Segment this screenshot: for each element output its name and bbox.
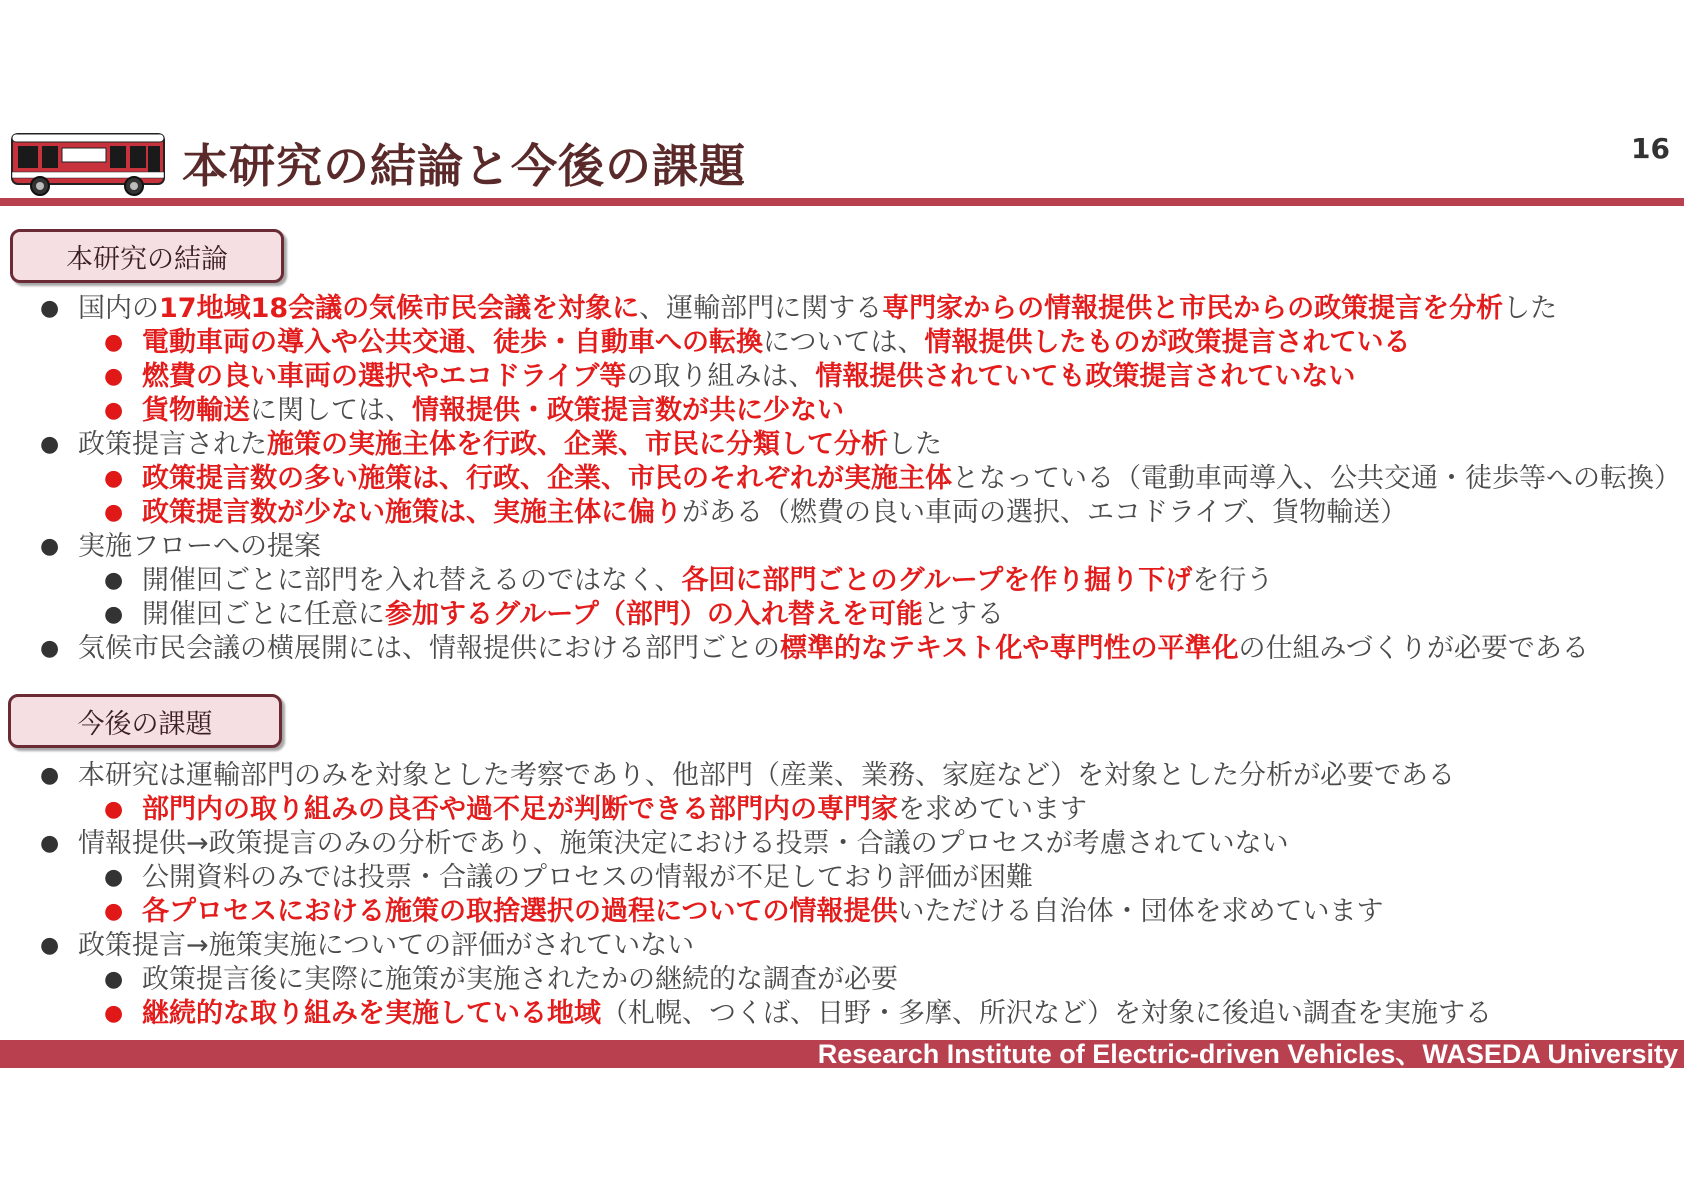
- highlighted-text: 電動車両の導入や公共交通、徒歩・自動車への転換: [142, 327, 763, 358]
- highlighted-text: 標準的なテキスト化や専門性の平準化: [780, 633, 1239, 664]
- sub-bullet-item: [0, 496, 1684, 530]
- bullet-text: [142, 360, 1355, 394]
- plain-text: を行う: [1192, 565, 1274, 596]
- plain-text: 本研究は運輸部門のみを対象とした考察であり、他部門（産業、業務、家庭など）を対象とした分析が必要である: [78, 760, 1455, 791]
- highlighted-text: 情報提供・政策提言数が共に少ない: [412, 395, 844, 426]
- bullet-item: [0, 632, 1684, 666]
- highlighted-text: 政策提言数が少ない施策は、実施主体に偏り: [142, 497, 682, 528]
- bullet-text: [142, 394, 844, 428]
- plain-text: がある（燃費の良い車両の選択、エコドライブ、貨物輸送）: [682, 497, 1408, 528]
- bullet-text: [142, 462, 1681, 496]
- bullet-text: [142, 598, 1004, 632]
- sub-bullet-item: [0, 394, 1684, 428]
- bullet-dot-icon: ●: [40, 636, 60, 661]
- bullet-item: [0, 827, 1684, 861]
- highlighted-text: 情報提供されていても政策提言されていない: [815, 361, 1356, 392]
- red-bus-icon: [8, 130, 168, 198]
- bullet-dot-icon: ●: [104, 602, 124, 627]
- highlighted-text: 各プロセスにおける施策の取捨選択の過程についての情報提供: [142, 896, 898, 927]
- plain-text: 国内の: [78, 293, 159, 324]
- section-heading-future-work: 今後の課題: [8, 694, 282, 748]
- page-title: 本研究の結論と今後の課題: [182, 139, 746, 193]
- bullet-text: [142, 997, 1492, 1031]
- bullet-text: [78, 292, 1557, 326]
- conclusion-list: [0, 292, 1684, 666]
- bullet-text: [142, 496, 1407, 530]
- bullet-dot-icon: ●: [40, 933, 60, 958]
- highlighted-text: 参加するグループ（部門）の入れ替えを可能: [385, 599, 923, 630]
- bullet-text: [142, 564, 1273, 598]
- highlighted-text: 専門家からの情報提供と市民からの政策提言を分析: [882, 293, 1504, 324]
- bullet-item: [0, 759, 1684, 793]
- plain-text: （札幌、つくば、日野・多摩、所沢など）を対象に後追い調査を実施する: [601, 998, 1492, 1029]
- bullet-dot-icon: ●: [40, 831, 60, 856]
- plain-text: 、運輸部門に関する: [639, 293, 883, 324]
- plain-text: に関しては、: [250, 395, 412, 426]
- sub-bullet-item: [0, 997, 1684, 1031]
- highlighted-text: 部門内の取り組みの良否や過不足が判断できる部門内の専門家: [142, 794, 898, 825]
- highlighted-text: 政策提言数の多い施策は、行政、企業、市民のそれぞれが実施主体: [142, 463, 952, 494]
- sub-bullet-item: [0, 963, 1684, 997]
- bullet-item: [0, 292, 1684, 326]
- bullet-dot-icon: ●: [104, 330, 124, 355]
- highlighted-text: 継続的な取り組みを実施している地域: [142, 998, 601, 1029]
- section-heading-conclusion: 本研究の結論: [10, 229, 284, 283]
- plain-text: した: [888, 429, 942, 460]
- plain-text: 実施フローへの提案: [78, 531, 321, 562]
- sub-bullet-item: [0, 360, 1684, 394]
- highlighted-text: 燃費の良い車両の選択やエコドライブ等: [142, 361, 627, 392]
- plain-text: の取り組みは、: [626, 361, 816, 392]
- bullet-dot-icon: ●: [104, 568, 124, 593]
- bullet-dot-icon: ●: [104, 364, 124, 389]
- highlighted-text: 17地域18会議の気候市民会議を対象に: [159, 293, 640, 324]
- bullet-dot-icon: ●: [40, 432, 60, 457]
- bullet-dot-icon: ●: [40, 296, 60, 321]
- plain-text: 公開資料のみでは投票・合議のプロセスの情報が不足しており評価が困難: [142, 862, 1033, 893]
- plain-text: 政策提言された: [78, 429, 267, 460]
- bullet-text: [142, 963, 898, 997]
- bullet-dot-icon: ●: [40, 534, 60, 559]
- plain-text: 開催回ごとに任意に: [142, 599, 385, 630]
- sub-bullet-item: [0, 793, 1684, 827]
- footer-affiliation: Research Institute of Electric-driven Vehicles、WASEDA University: [0, 1040, 1684, 1068]
- plain-text: 気候市民会議の横展開には、情報提供における部門ごとの: [78, 633, 780, 664]
- bullet-text: [78, 428, 942, 462]
- bullet-item: [0, 530, 1684, 564]
- plain-text: いただける自治体・団体を求めています: [897, 896, 1384, 927]
- page-number: 16: [1631, 132, 1670, 165]
- bullet-dot-icon: ●: [104, 466, 124, 491]
- highlighted-text: 施策の実施主体を行政、企業、市民に分類して分析: [267, 429, 888, 460]
- bullet-dot-icon: ●: [104, 1001, 124, 1026]
- bullet-item: [0, 428, 1684, 462]
- sub-bullet-item: [0, 861, 1684, 895]
- plain-text: した: [1503, 293, 1558, 324]
- sub-bullet-item: [0, 462, 1684, 496]
- plain-text: 政策提言→施策実施についての評価がされていない: [78, 930, 695, 961]
- sub-bullet-item: [0, 895, 1684, 929]
- bullet-text: [142, 793, 1087, 827]
- bullet-dot-icon: ●: [40, 763, 60, 788]
- bullet-text: [78, 827, 1289, 861]
- bullet-text: [78, 632, 1589, 666]
- plain-text: については、: [763, 327, 925, 358]
- bullet-dot-icon: ●: [104, 967, 124, 992]
- plain-text: 情報提供→政策提言のみの分析であり、施策決定における投票・合議のプロセスが考慮されていない: [78, 828, 1289, 859]
- highlighted-text: 貨物輸送: [142, 395, 250, 426]
- bullet-text: [78, 530, 321, 564]
- bullet-dot-icon: ●: [104, 899, 124, 924]
- plain-text: を求めています: [898, 794, 1087, 825]
- bullet-text: [142, 895, 1383, 929]
- title-divider: [0, 198, 1684, 206]
- future-work-list: [0, 759, 1684, 1031]
- bullet-item: [0, 929, 1684, 963]
- plain-text: となっている（電動車両導入、公共交通・徒歩等への転換）: [952, 463, 1681, 494]
- sub-bullet-item: [0, 598, 1684, 632]
- sub-bullet-item: [0, 326, 1684, 360]
- bullet-text: [142, 861, 1033, 895]
- bullet-dot-icon: ●: [104, 797, 124, 822]
- bullet-dot-icon: ●: [104, 398, 124, 423]
- bullet-dot-icon: ●: [104, 865, 124, 890]
- bullet-dot-icon: ●: [104, 500, 124, 525]
- bullet-text: [78, 929, 694, 963]
- plain-text: の仕組みづくりが必要である: [1238, 633, 1589, 664]
- highlighted-text: 情報提供したものが政策提言されている: [924, 327, 1411, 358]
- bullet-text: [78, 759, 1455, 793]
- plain-text: 開催回ごとに部門を入れ替えるのではなく、: [142, 565, 682, 596]
- plain-text: とする: [922, 599, 1004, 630]
- plain-text: 政策提言後に実際に施策が実施されたかの継続的な調査が必要: [142, 964, 898, 995]
- bullet-text: [142, 326, 1410, 360]
- sub-bullet-item: [0, 564, 1684, 598]
- highlighted-text: 各回に部門ごとのグループを作り掘り下げ: [681, 565, 1193, 596]
